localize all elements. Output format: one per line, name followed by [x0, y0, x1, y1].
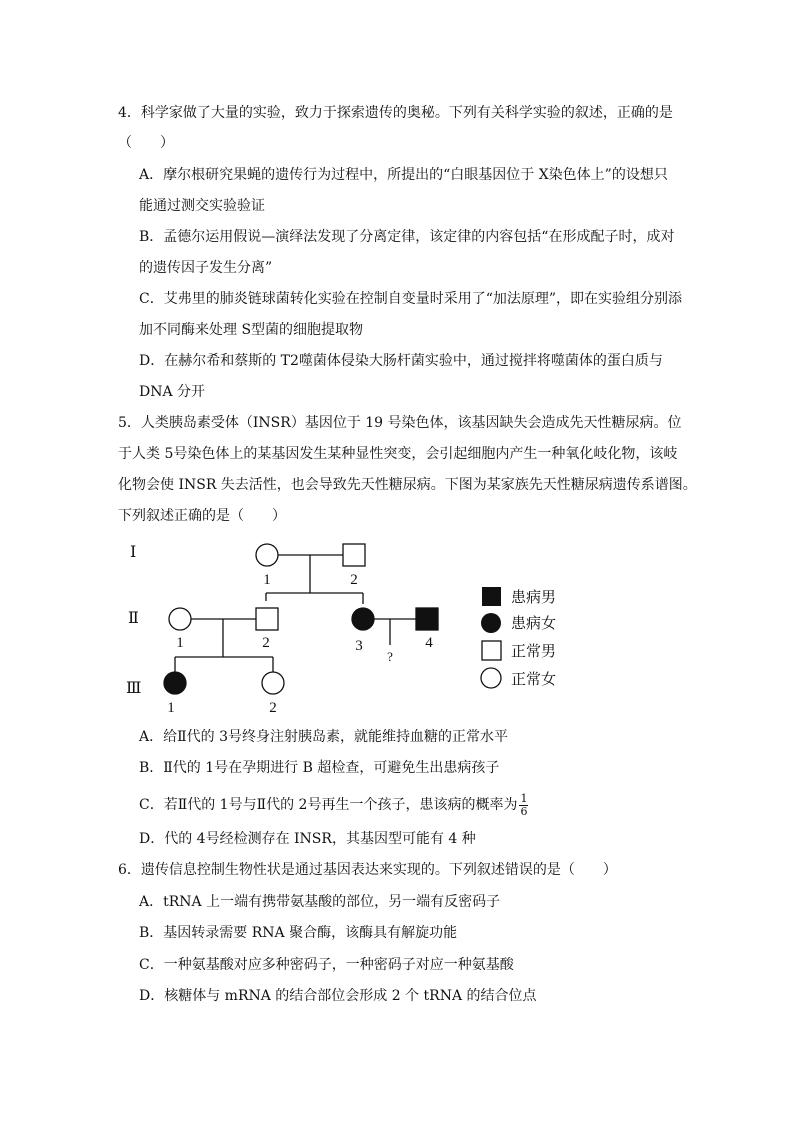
fraction-denominator: 6 [520, 804, 528, 818]
q4-option-d-cont: DNA 分开 [139, 384, 206, 400]
q6-option-b: B．基因转录需要 RNA 聚合酶，该酶具有解旋功能 [139, 925, 458, 941]
q5-stem-line3: 化物会使 INSR 失去活性，也会导致先天性糖尿病。下图为某家族先天性糖尿病遗传系谱图。 [118, 477, 697, 493]
legend-affected-female-label: 患病女 [511, 614, 557, 632]
q5-option-b: B．Ⅱ代的 1号在孕期进行 B 超检查，可避免生出患病孩子 [139, 760, 500, 776]
q5-stem-line1: 5．人类胰岛素受体（INSR）基因位于 19 号染色体，该基因缺失会造成先天性糖尿病。位 [118, 415, 682, 431]
generation-II-label: Ⅱ [128, 610, 139, 627]
q4-option-d: D．在赫尔希和蔡斯的 T2噬菌体侵染大肠杆菌实验中，通过搅拌将噬菌体的蛋白质与 [139, 353, 663, 369]
II2-normal-male [256, 608, 278, 630]
q4-option-c: C．艾弗里的肺炎链球菌转化实验在控制自变量时采用了“加法原理”，即在实验组分别添 [139, 291, 683, 307]
q5-option-d: D．代的 4号经检测存在 INSR，其基因型可能有 4 种 [139, 831, 476, 847]
q5-option-c [139, 792, 528, 818]
generation-I-label: Ⅰ [130, 544, 137, 561]
legend-normal-female-label: 正常女 [511, 670, 557, 688]
legend-normal-female-symbol [481, 668, 501, 688]
II3-number: 3 [355, 638, 363, 654]
q4-stem: 4．科学家做了大量的实验，致力于探索遗传的奥秘。下列有关科学实验的叙述，正确的是 [118, 105, 673, 121]
q6-option-c: C．一种氨基酸对应多种密码子，一种密码子对应一种氨基酸 [139, 957, 514, 973]
q4-option-a-cont: 能通过测交实验验证 [139, 198, 265, 214]
II2-number: 2 [262, 635, 270, 651]
I1-normal-female [256, 544, 278, 566]
II4-affected-male [416, 608, 438, 630]
generation-III-label: Ⅲ [126, 680, 142, 697]
III2-normal-female [262, 672, 284, 694]
I1-number: 1 [263, 572, 271, 588]
II3-affected-female [352, 608, 374, 630]
q5-stem-line2: 于人类 5号染色体上的某基因发生某种显性突变，会引起细胞内产生一种氧化岐化物，该岐 [118, 446, 678, 462]
legend-normal-male-symbol [482, 641, 501, 660]
q5-option-c-fraction [519, 793, 528, 818]
legend-affected-male-symbol [482, 587, 501, 606]
II1-number: 1 [176, 635, 184, 651]
q5-option-a: A．给Ⅱ代的 3号终身注射胰岛素，就能维持血糖的正常水平 [139, 729, 508, 745]
q6-option-d: D．核糖体与 mRNA 的结合部位会形成 2 个 tRNA 的结合位点 [139, 988, 537, 1004]
q6-option-a: A．tRNA 上一端有携带氨基酸的部位，另一端有反密码子 [139, 894, 501, 910]
legend-affected-female-symbol [481, 613, 501, 633]
II1-normal-female [169, 608, 191, 630]
legend-affected-male-label: 患病男 [511, 588, 557, 606]
q5-stem-line4: 下列叙述正确的是（ ） [118, 508, 286, 524]
q4-option-a: A．摩尔根研究果蝇的遗传行为过程中，所提出的“白眼基因位于 X染色体上”的设想只 [139, 167, 668, 183]
q4-option-b-cont: 的遗传因子发生分离” [139, 260, 273, 276]
legend-normal-male-label: 正常男 [511, 642, 557, 660]
q5-option-c-text: C．若Ⅱ代的 1号与Ⅱ代的 2号再生一个孩子，患该病的概率为 [139, 797, 518, 813]
II4-number: 4 [425, 635, 433, 651]
I2-normal-male [343, 544, 365, 566]
pedigree-chart [118, 535, 588, 715]
q6-stem: 6．遗传信息控制生物性状是通过基因表达来实现的。下列叙述错误的是（ ） [118, 862, 617, 878]
III1-affected-female [164, 672, 186, 694]
q4-option-c-cont: 加不同酶来处理 S型菌的细胞提取物 [139, 322, 364, 338]
I2-number: 2 [350, 572, 358, 588]
III1-number: 1 [167, 700, 175, 715]
III2-number: 2 [269, 700, 277, 715]
q4-answer-blank: （ ） [118, 135, 174, 151]
q4-option-b: B．孟德尔运用假说—演绎法发现了分离定律，该定律的内容包括“在形成配子时，成对 [139, 229, 675, 245]
unknown-offspring-mark: ? [387, 649, 393, 664]
fraction-numerator: 1 [520, 791, 528, 805]
